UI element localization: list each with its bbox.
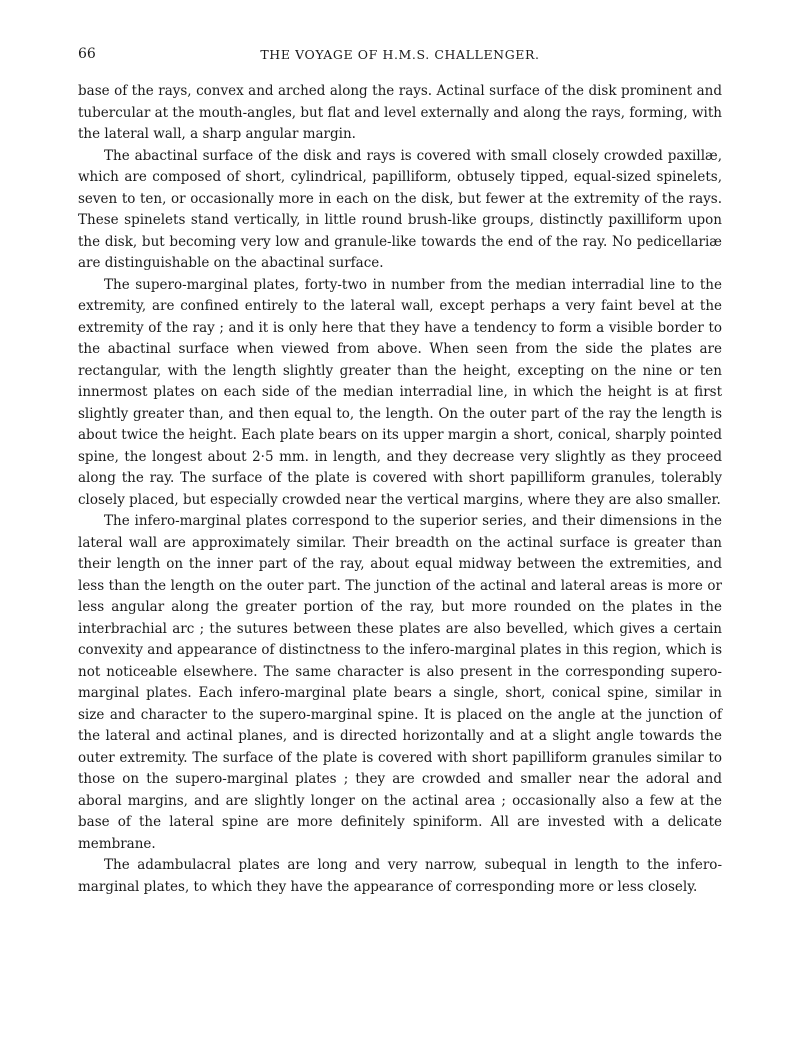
paragraph: The infero-marginal plates correspond to the superior series, and their dimensions in the lateral wall are approximately similar. Their breadth on the actinal surface is greater than their length on the inner part of the ray, about equal midway between the extremities, and less than the length on the outer part. The junction of the actinal and lateral areas is more or less angular along the greater portion of the ray, but more rounded on the plates in the interbrachial arc ; the sutures between these plates are also bevelled, which gives a certain convexity and appearance of distinctness to the infero-marginal plates in this region, which is not noticeable elsewhere. The same character is also present in the corresponding supero-marginal plates. Each infero-marginal plate bears a single, short, conical spine, similar in size and character to the supero-marginal spine. It is placed on the angle at the junction of the lateral and actinal planes, and is directed horizontally and at a slight angle towards the outer extremity. The surface of the plate is covered with short papilliform granules similar to those on the supero-marginal plates ; they are crowded and smaller near the adoral and aboral margins, and are slightly longer on the actinal area ; occasionally also a few at the base of the lateral spine are more definitely spiniform. All are invested with a delicate membrane. [78,513,722,852]
paragraph: base of the rays, convex and arched along the rays. Actinal surface of the disk prominent and tubercular at the mouth-angles, but flat and level externally and along the rays, forming, with the lateral wall, a sharp angular margin. [78,83,722,142]
paragraph: The adambulacral plates are long and very narrow, subequal in length to the infero-marginal plates, to which they have the appearance of corresponding more or less closely. [78,857,722,895]
page [78,44,722,898]
page-number: 66 [78,46,96,62]
page-header [78,44,722,68]
running-head: THE VOYAGE OF H.M.S. CHALLENGER. [260,47,540,62]
paragraph: The supero-marginal plates, forty-two in number from the median interradial line to the extremity, are confined entirely to the lateral wall, except perhaps a very faint bevel at the extremity of the ray ; and it is only here that they have a tendency to form a visible border to the abactinal surface when viewed from above. When seen from the side the plates are rectangular, with the length slightly greater than the height, excepting on the nine or ten innermost plates on each side of the median interradial line, in which the height is at first slightly greater than, and then equal to, the length. On the outer part of the ray the length is about twice the height. Each plate bears on its upper margin a short, conical, sharply pointed spine, the longest about 2·5 mm. in length, and they decrease very slightly as they proceed along the ray. The surface of the plate is covered with short papilliform granules, tolerably closely placed, but especially crowded near the vertical margins, where they are also smaller. [78,276,722,508]
paragraph: The abactinal surface of the disk and rays is covered with small closely crowded paxillæ, which are composed of short, cylindrical, papilliform, obtusely tipped, equal-sized spinelets, seven to ten, or occasionally more in each on the disk, but fewer at the extremity of the rays. These spinelets stand vertically, in little round brush-like groups, distinctly paxilliform upon the disk, but becoming very low and granule-like towards the end of the ray. No pedicellariæ are distinguishable on the abactinal surface. [78,147,722,271]
body-text [78,81,722,898]
